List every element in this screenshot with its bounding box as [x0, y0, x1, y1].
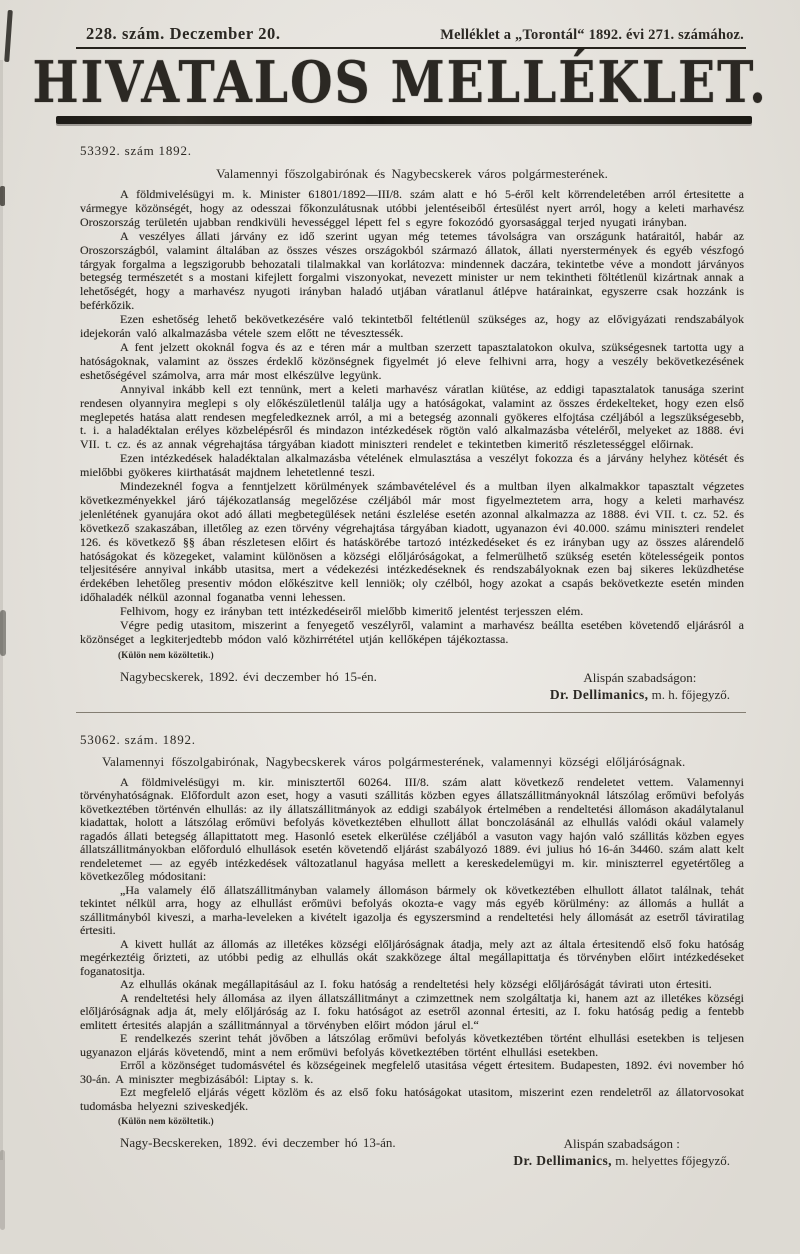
doc1-paragraph: Ezen eshetőség lehető bekövetkezésére való tekintetből feltétlenül szükséges az, hogy az elővigyázati rendszabályok idejekorán való alkalmazásba vétele szem előtt ne tévesztessék.	[80, 312, 744, 341]
doc2-signature-row	[80, 1135, 744, 1169]
signature-title: m. h. főjegyző.	[651, 686, 730, 702]
doc2-addressee: Valamennyi főszolgabirónak, Nagybecskerek város polgármesterének, valamennyi községi előljáróságnak.	[102, 753, 686, 769]
doc1-paragraph: A veszélyes állati járvány ez idő szerint ugyan még tetemes távolságra van országunk határaitól, habár az Oroszországból, valamint általában az összes vészes országokból származó állatok, állati nyerstermények és egyéb vészfogó tárgyak forgalma a legszigorubb behozatali tilalmakkal van korlátozva: mindennek daczára, tekintetbe véve a mondott járványos betegség természetét s a mostani kifejlett forgalmi viszonyokat, nevezett minister ur nem tekintheti föltétlenül kizártnak annak a lehetőségét, hogy a marhavész nyugoti irányban haladó utjában váratlanul átlépve határainkat, egyszerre csak hozzánk is beférkőzik.	[80, 228, 744, 313]
document-2	[80, 732, 744, 1170]
scan-artifact	[0, 1150, 5, 1230]
supplement-note: Melléklet a „Torontál“ 1892. évi 271. számához.	[440, 27, 744, 43]
doc2-paragraph: A rendeltetési hely állomása az ilyen állatszállitmányt a czimzettnek nem szolgáltatja ki, hanem azt az illetékes községi előljáróságnak adja át, mely előljáróság az I. foku hatóságot az esetről azonnal értesiti, az I. foku hatóság pedig a fentebb emlitett értesités alapján a szállitmánnyal a törvényben előirt módon járul el.“	[80, 990, 744, 1032]
doc1-dateline: Nagybecskerek, 1892. évi deczember hó 15-én.	[120, 668, 377, 684]
doc1-note: (Külön nem közöltetik.)	[118, 649, 214, 660]
doc2-note: (Külön nem közöltetik.)	[118, 1116, 214, 1127]
signature-name: Dr. Dellimanics,	[549, 686, 649, 702]
doc1-ref-number: 53392. szám 1892.	[80, 143, 192, 158]
doc1-paragraph: Felhivom, hogy ez irányban tett intézkedéseiről mielőbb kimeritő jelentést terjesszen elém.	[120, 604, 584, 619]
scan-artifact	[0, 60, 3, 1160]
doc1-addressee: Valamennyi főszolgabirónak és Nagybecskerek város polgármesterének.	[216, 166, 608, 181]
signature-name: Dr. Dellimanics,	[513, 1153, 612, 1169]
doc1-paragraph: Annyival inkább kell ezt tennünk, mert a keleti marhavész váratlan kiütése, az eddigi tapasztalatok tanusága szerint rendesen olyannyira meglepi s oly előkészületlenül találja ugy a hatóságokat, valamint az összes érdekelteket, hogy ezen első meglepetés hatása alatt rendesen megfeledkeznek arról, a mi a betegség azonnali gyökeres elfojtása czéljából a legszükségesebb, t. i. a haladéktalan erélyes közbelépésről és mindazon intézkedések rögtön való alkalmazásba vételéről, melyeket az 1888. évi VII. t. cz. és az annak végrehajtása tárgyában kiadott miniszteri rendelet e tekintetben kimeritő részletességgel előirnak.	[80, 381, 744, 452]
masthead-title: HIVATALOS MELLÉKLET.	[32, 49, 768, 117]
doc1-paragraph: A földmivelésügyi m. k. Minister 61801/1892—III/8. szám alatt e hó 5-éről kelt körrendeletében arról értesitette a vármegye közönségét, hogy az odesszai főkonzulátusnak utóbbi jelentéseiből értesülést nyert arról, hogy a keleti marhavész Oroszország területén ujabban rendkivüli hevességgel lépett fel s egyre fokozódó gyorsasággal terjed nyugati irányban.	[80, 187, 744, 229]
signature-role: Alispán szabadságon:	[583, 669, 697, 685]
doc1-signature-row	[80, 669, 744, 703]
doc1-paragraph: Végre pedig utasitom, miszerint a fenyegető veszélyről, valamint a marhavész beállta esetében követendő eljárásról a közönséget a legkiterjedtebb módon való közhirrététel utján kellőképen tájékoztassa.	[80, 618, 744, 646]
signature-title: m. helyettes főjegyző.	[615, 1153, 730, 1169]
doc1-paragraph: Mindezeknél fogva a fenntjelzett körülmények számbavételével és a multban ilyen alkalmakkor tapasztalt végzetes következményekkel járó tájékozatlanság megelőzése czéljából már most figyelmeztetem arra, hogy a keleti marhavész jelenlétének gyanujára okot adó állati megbetegülések netáni észlelése esetén azonnal alkalmazza az 1888. évi VII. t. cz. 52. és következő szakaszában, illetőleg az ezen törvény végrehajtása tárgyában kiadott, ugyanazon évi 40.000. számu miniszteri rendelet 126. és következő §§ ában részletesen előirt és hatáskörébe tartozó intézkedéseket és ez irányban ugy az összes alárendelő hatóságokat és közegeket, valamint különösen a községi előljáróságokat, a felmerülhető szükség esetén kötelességeik pontos teljesitésére annyival inkább utasitsa, mert a védekezési intézkedéseknek és rendszabályoknak ezen baj sikeres leküzdhetése érdekében lehetőleg presentiv módon előkészitve kell lenniök; oly czélból, hogy azokat a csapás bekövetkezte esetén minden időhaladék nélkül azonnal foganatba venni lehessen.	[80, 479, 744, 605]
doc2-paragraph: E rendelkezés szerint tehát jövőben a látszólag erőmüvi befolyás következtében történt elhullási esetekben is teljesen ugyanazon eljárás követendő, mint a nem erőmüvi befolyás következtében történt elhullási esetekben.	[80, 1031, 744, 1059]
masthead-wrap	[0, 49, 800, 117]
issue-number: 228. szám. Deczember 20.	[86, 24, 281, 43]
doc2-ref-number: 53062. szám. 1892.	[80, 731, 196, 747]
doc2-paragraph: Az elhullás okának megállapitásául az I. foku hatóság a rendeltetési hely községi előljáróságát távirati uton értesiti.	[120, 977, 712, 992]
doc2-signature-block	[513, 1135, 730, 1169]
masthead-bar	[56, 116, 752, 124]
page-header	[0, 0, 800, 44]
doc2-paragraph: A földmivelésügyi m. kir. minisztertől 60264. III/8. szám alatt következő rendeletet vettem. Valamennyi törvényhatóságnak. Előfordult azon eset, hogy a vasuti szállitás közben egyes állatszállitmányoknál látszólag erőmüvi befolyás következtében történvén elhullás: az ily állatszállitmányok az eddigi szabályok értelmében a rendeltetési állomáson akadálytalanul kiadattak, holott a látszólag erőmüvi befolyás következtében elhullott állat bonczolásánál az elhullás valódi okául valamely ragadós állati betegség állapittatott meg. Hasonló esetek elkerülése czéljából a vasuton vagy hajón való szállitás közben egyes állatszállitmányokban előforduló elhullások esetén követendő eljárást szabályozó 1889. évi julius hó 16-án 34460. szám alatt kelt rendeletemet — az egyéb intézkedések változatlanul hagyása mellett a kereskedelemügyi m. kir. miniszterrel egyetértőleg a következőleg módositani:	[80, 774, 744, 884]
doc2-dateline: Nagy-Becskereken, 1892. évi deczember hó 13-án.	[120, 1135, 396, 1151]
doc1-paragraph: Ezen intézkedések haladéktalan alkalmazásba vételének elmulasztása a veszélyt fokozza és a járvány helyhez kötését és mielőbbi gyökeres kiirthatását majdnem lehetetlenné teszi.	[80, 451, 744, 480]
scan-artifact	[0, 186, 5, 206]
doc2-paragraph: Erről a közönséget tudomásvétel és községeinek megfelelő utasitása végett értesitem. Budapesten, 1892. évi november hó 30-án. A miniszter megbizásából: Liptay s. k.	[80, 1058, 744, 1086]
scan-artifact	[0, 610, 6, 656]
signature-role: Alispán szabadságon :	[563, 1136, 680, 1152]
doc2-paragraph: Ezt megfelelő eljárás végett közlöm és az első foku hatóságokat utasitom, miszerint ezen rendeletről az állatorvosokat tudomásba helyezni sziveskedjék.	[80, 1085, 744, 1113]
document-1	[80, 143, 744, 703]
doc2-paragraph: A kivett hullát az állomás az illetékes községi előljáróságnak átadja, mely azt az általa értesitendő első foku hatóság megérkeztéig őrizteti, az utóbbi pedig az elhullás okát szakközege által megállapittatja és törvényben előirt intézkedéseket foganatositja.	[80, 936, 744, 978]
document-divider	[76, 712, 746, 713]
doc1-paragraph: A fent jelzett okoknál fogva és az e téren már a multban szerzett tapasztalatokon okulva, szükségesnek tartotta ugy a hatóságoknak, valamint az összes érdeklő közönségnek figyelmét jó eleve felhivni arra, hogy a veszély bekövetkezésének eshetőségével számolva, arra már most elkészülve legyünk.	[80, 339, 744, 382]
doc1-signature-block	[550, 669, 730, 703]
doc2-paragraph: „Ha valamely élő állatszállitmányban valamely állomáson bármely ok következtében elhullott állatot találnak, tehát tekintet nélkül arra, hogy az elhullást erőmüvi befolyás okozta-e vagy más egyéb körülmény: az állomás a hullát a szállitmányból kiveszi, a marha-leveleken a kivételt igazolja és egyszersmind a rendeltetési hely állomását az esetről táviratilag értesiti.	[80, 882, 744, 938]
